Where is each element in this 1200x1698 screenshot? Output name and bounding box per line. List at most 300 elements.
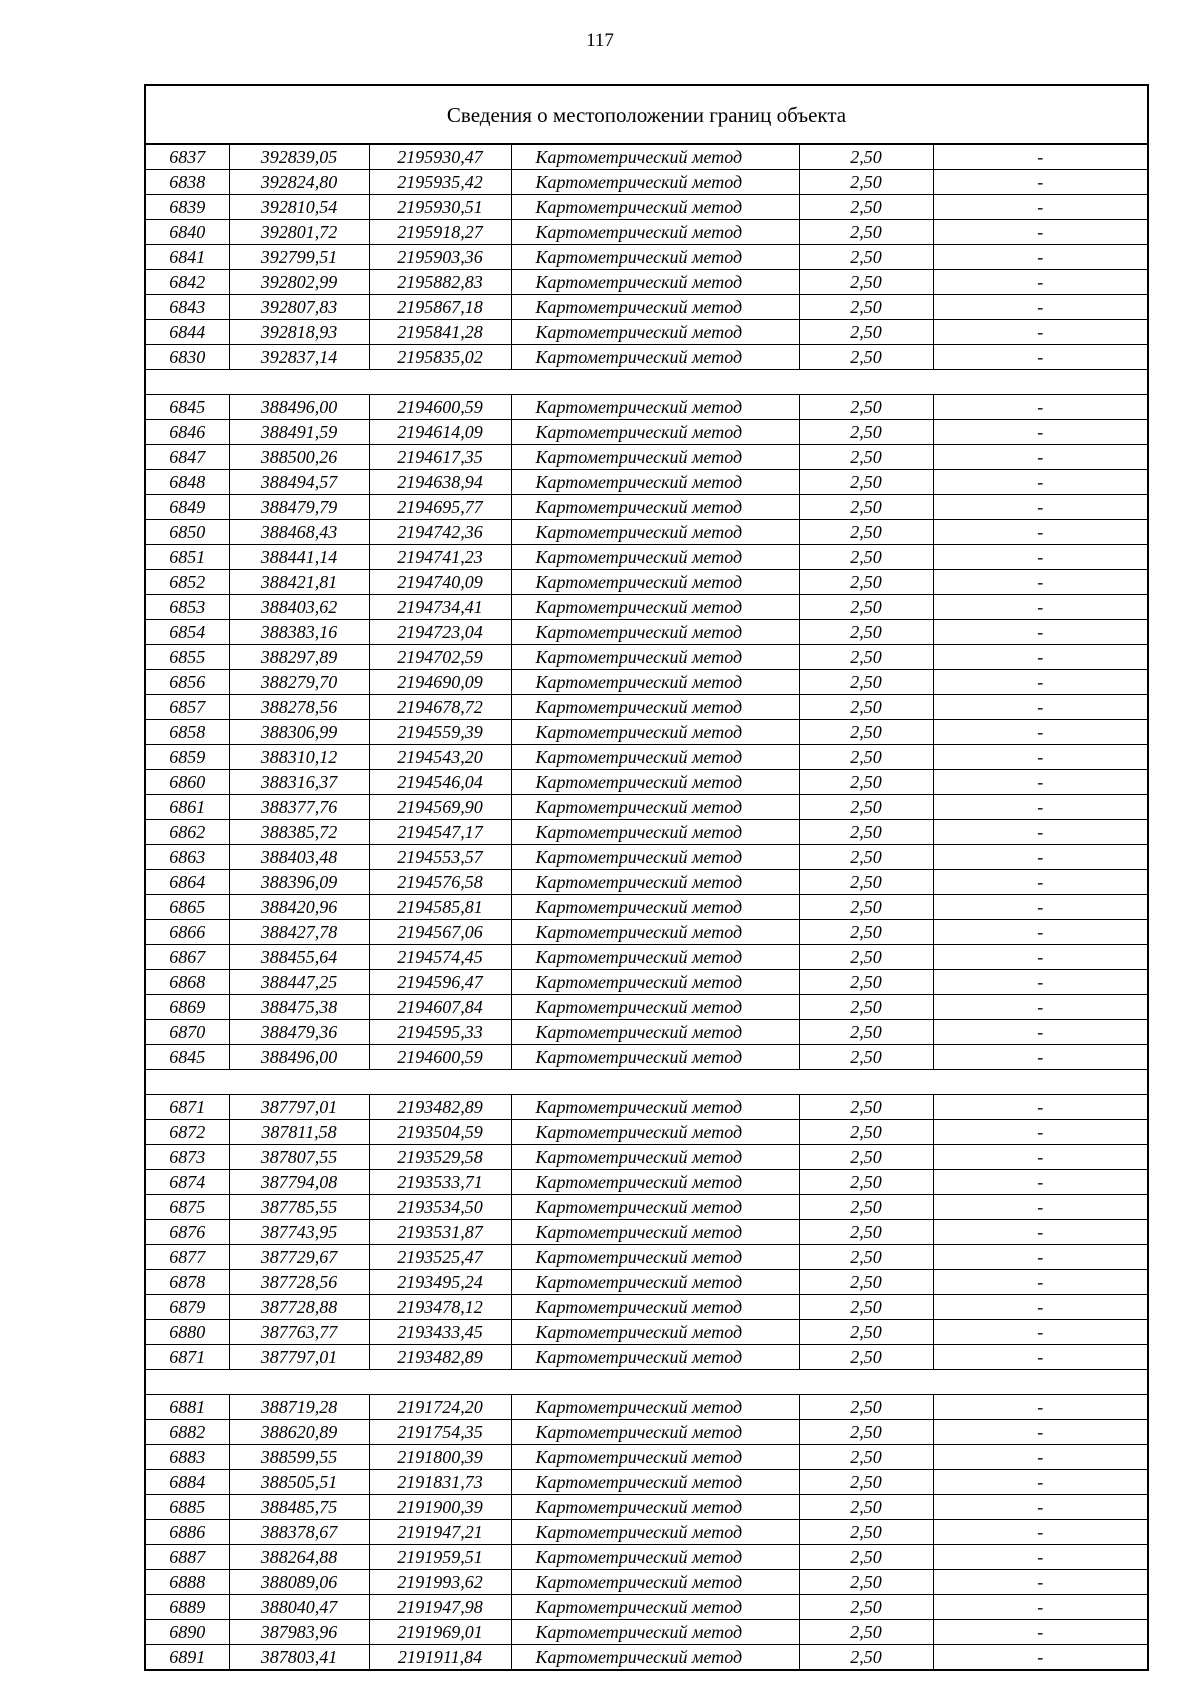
- method-cell: Картометрический метод: [511, 1195, 799, 1220]
- y-coordinate-cell: 2194569,90: [369, 795, 511, 820]
- table-row: [145, 245, 1148, 270]
- table-title-row: [145, 85, 1148, 144]
- accuracy-cell: 2,50: [799, 295, 933, 320]
- table-row: [145, 1220, 1148, 1245]
- accuracy-cell: 2,50: [799, 470, 933, 495]
- table-row: [145, 1620, 1148, 1645]
- table-row: [145, 820, 1148, 845]
- y-coordinate-cell: 2194600,59: [369, 1045, 511, 1070]
- point-number-cell: 6868: [145, 970, 229, 995]
- y-coordinate-cell: 2193482,89: [369, 1095, 511, 1120]
- description-cell: -: [933, 295, 1148, 320]
- table-row: [145, 1595, 1148, 1620]
- table-row: [145, 695, 1148, 720]
- method-cell: Картометрический метод: [511, 1345, 799, 1370]
- method-cell: Картометрический метод: [511, 195, 799, 220]
- description-cell: -: [933, 520, 1148, 545]
- table-body: [145, 85, 1148, 1670]
- description-cell: -: [933, 1470, 1148, 1495]
- separator-cell: [145, 1070, 1148, 1095]
- description-cell: -: [933, 920, 1148, 945]
- point-number-cell: 6889: [145, 1595, 229, 1620]
- description-cell: -: [933, 320, 1148, 345]
- table-row: [145, 1570, 1148, 1595]
- x-coordinate-cell: 388383,16: [229, 620, 369, 645]
- point-number-cell: 6848: [145, 470, 229, 495]
- method-cell: Картометрический метод: [511, 1445, 799, 1470]
- y-coordinate-cell: 2195918,27: [369, 220, 511, 245]
- description-cell: -: [933, 1145, 1148, 1170]
- point-number-cell: 6888: [145, 1570, 229, 1595]
- accuracy-cell: 2,50: [799, 845, 933, 870]
- method-cell: Картометрический метод: [511, 1120, 799, 1145]
- point-number-cell: 6830: [145, 345, 229, 370]
- accuracy-cell: 2,50: [799, 1170, 933, 1195]
- x-coordinate-cell: 392837,14: [229, 345, 369, 370]
- accuracy-cell: 2,50: [799, 1520, 933, 1545]
- table-row: [145, 545, 1148, 570]
- y-coordinate-cell: 2195841,28: [369, 320, 511, 345]
- method-cell: Картометрический метод: [511, 170, 799, 195]
- accuracy-cell: 2,50: [799, 645, 933, 670]
- description-cell: -: [933, 1020, 1148, 1045]
- method-cell: Картометрический метод: [511, 1145, 799, 1170]
- x-coordinate-cell: 392801,72: [229, 220, 369, 245]
- point-number-cell: 6855: [145, 645, 229, 670]
- point-number-cell: 6881: [145, 1395, 229, 1420]
- x-coordinate-cell: 392824,80: [229, 170, 369, 195]
- x-coordinate-cell: 392810,54: [229, 195, 369, 220]
- y-coordinate-cell: 2194546,04: [369, 770, 511, 795]
- accuracy-cell: 2,50: [799, 870, 933, 895]
- method-cell: Картометрический метод: [511, 270, 799, 295]
- y-coordinate-cell: 2191724,20: [369, 1395, 511, 1420]
- y-coordinate-cell: 2193534,50: [369, 1195, 511, 1220]
- accuracy-cell: 2,50: [799, 720, 933, 745]
- table-row: [145, 1120, 1148, 1145]
- point-number-cell: 6872: [145, 1120, 229, 1145]
- table-row: [145, 320, 1148, 345]
- description-cell: -: [933, 144, 1148, 170]
- table-row: [145, 1170, 1148, 1195]
- description-cell: -: [933, 770, 1148, 795]
- point-number-cell: 6861: [145, 795, 229, 820]
- y-coordinate-cell: 2191993,62: [369, 1570, 511, 1595]
- description-cell: -: [933, 1195, 1148, 1220]
- table-row: [145, 945, 1148, 970]
- description-cell: -: [933, 170, 1148, 195]
- accuracy-cell: 2,50: [799, 1245, 933, 1270]
- table-row: [145, 745, 1148, 770]
- description-cell: -: [933, 1345, 1148, 1370]
- method-cell: Картометрический метод: [511, 795, 799, 820]
- table-title: Сведения о местоположении границ объекта: [145, 85, 1148, 144]
- accuracy-cell: 2,50: [799, 1270, 933, 1295]
- description-cell: -: [933, 645, 1148, 670]
- table-row: [145, 1295, 1148, 1320]
- table-row: [145, 195, 1148, 220]
- accuracy-cell: 2,50: [799, 620, 933, 645]
- x-coordinate-cell: 388719,28: [229, 1395, 369, 1420]
- accuracy-cell: 2,50: [799, 970, 933, 995]
- table-row: [145, 495, 1148, 520]
- description-cell: -: [933, 1645, 1148, 1671]
- y-coordinate-cell: 2194607,84: [369, 995, 511, 1020]
- method-cell: Картометрический метод: [511, 1545, 799, 1570]
- table-row: [145, 1495, 1148, 1520]
- description-cell: -: [933, 795, 1148, 820]
- x-coordinate-cell: 387797,01: [229, 1345, 369, 1370]
- method-cell: Картометрический метод: [511, 1220, 799, 1245]
- y-coordinate-cell: 2191947,21: [369, 1520, 511, 1545]
- point-number-cell: 6873: [145, 1145, 229, 1170]
- x-coordinate-cell: 388297,89: [229, 645, 369, 670]
- y-coordinate-cell: 2194574,45: [369, 945, 511, 970]
- table-row: [145, 1045, 1148, 1070]
- description-cell: -: [933, 970, 1148, 995]
- accuracy-cell: 2,50: [799, 945, 933, 970]
- x-coordinate-cell: 388396,09: [229, 870, 369, 895]
- y-coordinate-cell: 2193504,59: [369, 1120, 511, 1145]
- y-coordinate-cell: 2191959,51: [369, 1545, 511, 1570]
- point-number-cell: 6871: [145, 1345, 229, 1370]
- point-number-cell: 6852: [145, 570, 229, 595]
- y-coordinate-cell: 2195903,36: [369, 245, 511, 270]
- table-row: [145, 220, 1148, 245]
- method-cell: Картометрический метод: [511, 420, 799, 445]
- x-coordinate-cell: 388491,59: [229, 420, 369, 445]
- point-number-cell: 6864: [145, 870, 229, 895]
- method-cell: Картометрический метод: [511, 895, 799, 920]
- method-cell: Картометрический метод: [511, 845, 799, 870]
- description-cell: -: [933, 345, 1148, 370]
- accuracy-cell: 2,50: [799, 795, 933, 820]
- method-cell: Картометрический метод: [511, 770, 799, 795]
- x-coordinate-cell: 388455,64: [229, 945, 369, 970]
- description-cell: -: [933, 1595, 1148, 1620]
- point-number-cell: 6845: [145, 395, 229, 420]
- table-row: [145, 144, 1148, 170]
- accuracy-cell: 2,50: [799, 670, 933, 695]
- accuracy-cell: 2,50: [799, 1220, 933, 1245]
- description-cell: -: [933, 1495, 1148, 1520]
- table-row: [145, 170, 1148, 195]
- accuracy-cell: 2,50: [799, 1020, 933, 1045]
- table-row: [145, 520, 1148, 545]
- method-cell: Картометрический метод: [511, 670, 799, 695]
- point-number-cell: 6884: [145, 1470, 229, 1495]
- method-cell: Картометрический метод: [511, 395, 799, 420]
- point-number-cell: 6871: [145, 1095, 229, 1120]
- point-number-cell: 6837: [145, 144, 229, 170]
- x-coordinate-cell: 388306,99: [229, 720, 369, 745]
- table-row: [145, 1095, 1148, 1120]
- x-coordinate-cell: 387763,77: [229, 1320, 369, 1345]
- y-coordinate-cell: 2194742,36: [369, 520, 511, 545]
- table-row: [145, 1245, 1148, 1270]
- x-coordinate-cell: 392799,51: [229, 245, 369, 270]
- description-cell: -: [933, 1170, 1148, 1195]
- accuracy-cell: 2,50: [799, 1420, 933, 1445]
- y-coordinate-cell: 2194678,72: [369, 695, 511, 720]
- method-cell: Картометрический метод: [511, 295, 799, 320]
- y-coordinate-cell: 2193525,47: [369, 1245, 511, 1270]
- description-cell: -: [933, 1245, 1148, 1270]
- method-cell: Картометрический метод: [511, 1020, 799, 1045]
- point-number-cell: 6870: [145, 1020, 229, 1045]
- description-cell: -: [933, 1270, 1148, 1295]
- x-coordinate-cell: 388278,56: [229, 695, 369, 720]
- y-coordinate-cell: 2194576,58: [369, 870, 511, 895]
- x-coordinate-cell: 388310,12: [229, 745, 369, 770]
- point-number-cell: 6857: [145, 695, 229, 720]
- x-coordinate-cell: 388378,67: [229, 1520, 369, 1545]
- accuracy-cell: 2,50: [799, 1095, 933, 1120]
- x-coordinate-cell: 387983,96: [229, 1620, 369, 1645]
- method-cell: Картометрический метод: [511, 520, 799, 545]
- y-coordinate-cell: 2191911,84: [369, 1645, 511, 1671]
- y-coordinate-cell: 2193482,89: [369, 1345, 511, 1370]
- method-cell: Картометрический метод: [511, 545, 799, 570]
- y-coordinate-cell: 2195835,02: [369, 345, 511, 370]
- method-cell: Картометрический метод: [511, 1170, 799, 1195]
- method-cell: Картометрический метод: [511, 345, 799, 370]
- x-coordinate-cell: 388427,78: [229, 920, 369, 945]
- description-cell: -: [933, 945, 1148, 970]
- point-number-cell: 6869: [145, 995, 229, 1020]
- x-coordinate-cell: 387811,58: [229, 1120, 369, 1145]
- x-coordinate-cell: 387728,56: [229, 1270, 369, 1295]
- description-cell: -: [933, 270, 1148, 295]
- method-cell: Картометрический метод: [511, 970, 799, 995]
- accuracy-cell: 2,50: [799, 545, 933, 570]
- point-number-cell: 6882: [145, 1420, 229, 1445]
- accuracy-cell: 2,50: [799, 1045, 933, 1070]
- accuracy-cell: 2,50: [799, 1570, 933, 1595]
- y-coordinate-cell: 2194559,39: [369, 720, 511, 745]
- x-coordinate-cell: 388475,38: [229, 995, 369, 1020]
- description-cell: -: [933, 1045, 1148, 1070]
- method-cell: Картометрический метод: [511, 720, 799, 745]
- description-cell: -: [933, 1570, 1148, 1595]
- table-row: [145, 1020, 1148, 1045]
- y-coordinate-cell: 2194600,59: [369, 395, 511, 420]
- description-cell: -: [933, 395, 1148, 420]
- point-number-cell: 6844: [145, 320, 229, 345]
- table-row: [145, 1395, 1148, 1420]
- table-row: [145, 1270, 1148, 1295]
- x-coordinate-cell: 388421,81: [229, 570, 369, 595]
- description-cell: -: [933, 1220, 1148, 1245]
- table-row: [145, 570, 1148, 595]
- accuracy-cell: 2,50: [799, 695, 933, 720]
- description-cell: -: [933, 470, 1148, 495]
- y-coordinate-cell: 2194695,77: [369, 495, 511, 520]
- description-cell: -: [933, 545, 1148, 570]
- point-number-cell: 6849: [145, 495, 229, 520]
- y-coordinate-cell: 2194702,59: [369, 645, 511, 670]
- method-cell: Картометрический метод: [511, 1420, 799, 1445]
- method-cell: Картометрический метод: [511, 1620, 799, 1645]
- point-number-cell: 6875: [145, 1195, 229, 1220]
- point-number-cell: 6843: [145, 295, 229, 320]
- y-coordinate-cell: 2193529,58: [369, 1145, 511, 1170]
- y-coordinate-cell: 2195930,47: [369, 144, 511, 170]
- point-number-cell: 6839: [145, 195, 229, 220]
- point-number-cell: 6851: [145, 545, 229, 570]
- accuracy-cell: 2,50: [799, 1145, 933, 1170]
- table-row: [145, 270, 1148, 295]
- method-cell: Картометрический метод: [511, 495, 799, 520]
- method-cell: Картометрический метод: [511, 144, 799, 170]
- description-cell: -: [933, 495, 1148, 520]
- description-cell: -: [933, 1445, 1148, 1470]
- x-coordinate-cell: 387807,55: [229, 1145, 369, 1170]
- x-coordinate-cell: 388316,37: [229, 770, 369, 795]
- y-coordinate-cell: 2191947,98: [369, 1595, 511, 1620]
- table-row: [145, 970, 1148, 995]
- method-cell: Картометрический метод: [511, 1270, 799, 1295]
- accuracy-cell: 2,50: [799, 520, 933, 545]
- y-coordinate-cell: 2191831,73: [369, 1470, 511, 1495]
- accuracy-cell: 2,50: [799, 1645, 933, 1671]
- description-cell: -: [933, 195, 1148, 220]
- description-cell: -: [933, 845, 1148, 870]
- point-number-cell: 6840: [145, 220, 229, 245]
- description-cell: -: [933, 895, 1148, 920]
- table-row: [145, 345, 1148, 370]
- boundary-coordinates-table: [144, 84, 1149, 1671]
- accuracy-cell: 2,50: [799, 345, 933, 370]
- accuracy-cell: 2,50: [799, 1470, 933, 1495]
- x-coordinate-cell: 387794,08: [229, 1170, 369, 1195]
- x-coordinate-cell: 388496,00: [229, 395, 369, 420]
- table-row: [145, 620, 1148, 645]
- point-number-cell: 6846: [145, 420, 229, 445]
- method-cell: Картометрический метод: [511, 570, 799, 595]
- method-cell: Картометрический метод: [511, 1320, 799, 1345]
- x-coordinate-cell: 388494,57: [229, 470, 369, 495]
- point-number-cell: 6886: [145, 1520, 229, 1545]
- method-cell: Картометрический метод: [511, 645, 799, 670]
- y-coordinate-cell: 2194638,94: [369, 470, 511, 495]
- x-coordinate-cell: 388279,70: [229, 670, 369, 695]
- y-coordinate-cell: 2191754,35: [369, 1420, 511, 1445]
- table-row: [145, 1320, 1148, 1345]
- x-coordinate-cell: 387797,01: [229, 1095, 369, 1120]
- point-number-cell: 6838: [145, 170, 229, 195]
- x-coordinate-cell: 388496,00: [229, 1045, 369, 1070]
- description-cell: -: [933, 595, 1148, 620]
- accuracy-cell: 2,50: [799, 770, 933, 795]
- y-coordinate-cell: 2194617,35: [369, 445, 511, 470]
- point-number-cell: 6842: [145, 270, 229, 295]
- accuracy-cell: 2,50: [799, 570, 933, 595]
- table-row: [145, 645, 1148, 670]
- x-coordinate-cell: 388377,76: [229, 795, 369, 820]
- point-number-cell: 6856: [145, 670, 229, 695]
- description-cell: -: [933, 1120, 1148, 1145]
- accuracy-cell: 2,50: [799, 1395, 933, 1420]
- accuracy-cell: 2,50: [799, 820, 933, 845]
- point-number-cell: 6883: [145, 1445, 229, 1470]
- point-number-cell: 6890: [145, 1620, 229, 1645]
- y-coordinate-cell: 2194553,57: [369, 845, 511, 870]
- y-coordinate-cell: 2194734,41: [369, 595, 511, 620]
- point-number-cell: 6845: [145, 1045, 229, 1070]
- x-coordinate-cell: 388441,14: [229, 545, 369, 570]
- accuracy-cell: 2,50: [799, 445, 933, 470]
- y-coordinate-cell: 2195930,51: [369, 195, 511, 220]
- y-coordinate-cell: 2194740,09: [369, 570, 511, 595]
- table-row: [145, 720, 1148, 745]
- accuracy-cell: 2,50: [799, 1495, 933, 1520]
- accuracy-cell: 2,50: [799, 745, 933, 770]
- point-number-cell: 6841: [145, 245, 229, 270]
- description-cell: -: [933, 1095, 1148, 1120]
- method-cell: Картометрический метод: [511, 820, 799, 845]
- y-coordinate-cell: 2194596,47: [369, 970, 511, 995]
- description-cell: -: [933, 1545, 1148, 1570]
- table-row: [145, 1420, 1148, 1445]
- table-row: [145, 1520, 1148, 1545]
- description-cell: -: [933, 670, 1148, 695]
- x-coordinate-cell: 388485,75: [229, 1495, 369, 1520]
- accuracy-cell: 2,50: [799, 895, 933, 920]
- table-row: [145, 1545, 1148, 1570]
- accuracy-cell: 2,50: [799, 595, 933, 620]
- point-number-cell: 6885: [145, 1495, 229, 1520]
- group-separator-row: [145, 1070, 1148, 1095]
- description-cell: -: [933, 245, 1148, 270]
- point-number-cell: 6859: [145, 745, 229, 770]
- x-coordinate-cell: 387785,55: [229, 1195, 369, 1220]
- point-number-cell: 6887: [145, 1545, 229, 1570]
- accuracy-cell: 2,50: [799, 1595, 933, 1620]
- table-row: [145, 920, 1148, 945]
- accuracy-cell: 2,50: [799, 1195, 933, 1220]
- accuracy-cell: 2,50: [799, 1320, 933, 1345]
- accuracy-cell: 2,50: [799, 495, 933, 520]
- description-cell: -: [933, 220, 1148, 245]
- accuracy-cell: 2,50: [799, 170, 933, 195]
- x-coordinate-cell: 388599,55: [229, 1445, 369, 1470]
- x-coordinate-cell: 387743,95: [229, 1220, 369, 1245]
- table-row: [145, 845, 1148, 870]
- accuracy-cell: 2,50: [799, 245, 933, 270]
- description-cell: -: [933, 1320, 1148, 1345]
- group-separator-row: [145, 370, 1148, 395]
- point-number-cell: 6853: [145, 595, 229, 620]
- point-number-cell: 6847: [145, 445, 229, 470]
- y-coordinate-cell: 2195867,18: [369, 295, 511, 320]
- table-row: [145, 770, 1148, 795]
- table-row: [145, 1195, 1148, 1220]
- y-coordinate-cell: 2194741,23: [369, 545, 511, 570]
- method-cell: Картометрический метод: [511, 1295, 799, 1320]
- y-coordinate-cell: 2193531,87: [369, 1220, 511, 1245]
- y-coordinate-cell: 2193478,12: [369, 1295, 511, 1320]
- accuracy-cell: 2,50: [799, 320, 933, 345]
- point-number-cell: 6874: [145, 1170, 229, 1195]
- x-coordinate-cell: 388468,43: [229, 520, 369, 545]
- point-number-cell: 6865: [145, 895, 229, 920]
- point-number-cell: 6863: [145, 845, 229, 870]
- accuracy-cell: 2,50: [799, 220, 933, 245]
- description-cell: -: [933, 695, 1148, 720]
- y-coordinate-cell: 2193433,45: [369, 1320, 511, 1345]
- description-cell: -: [933, 1620, 1148, 1645]
